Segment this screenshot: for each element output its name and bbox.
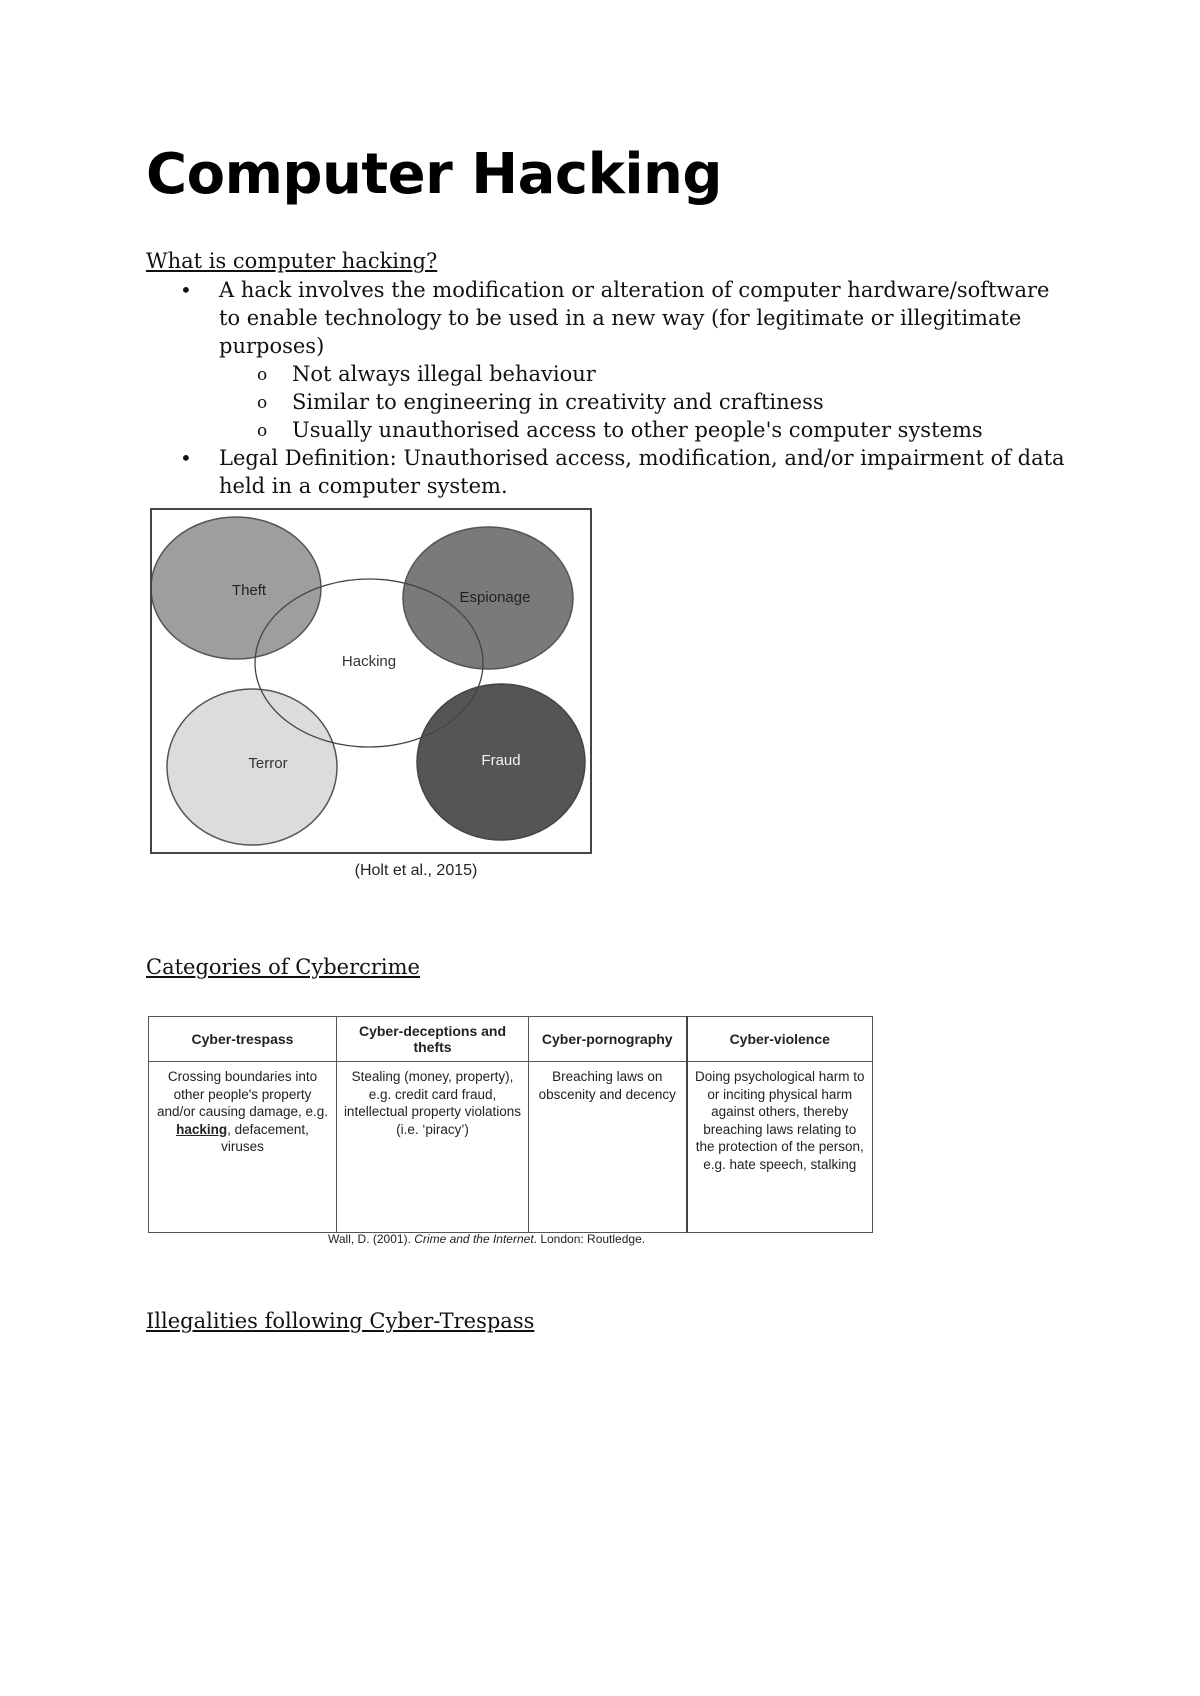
sub-list — [219, 360, 1066, 444]
theft-label: Theft — [231, 582, 267, 599]
table-header-cell: Cyber-trespass — [149, 1017, 337, 1062]
sub-list-item — [219, 360, 1066, 388]
venn-svg — [152, 510, 594, 856]
section-heading-what-is-hacking: What is computer hacking? — [146, 249, 438, 273]
caption-author: Wall, D. (2001). — [328, 1232, 415, 1246]
table-cell-violence: Doing psychological harm to or inciting physical harm against others, thereby breaching laws relating to the protection of the person, e.g. hate speech, stalking — [687, 1062, 873, 1233]
cybercrime-table — [148, 1016, 873, 1233]
caption-title: Crime and the Internet — [414, 1232, 534, 1246]
sub-list-item — [219, 416, 1066, 444]
venn-frame — [150, 508, 592, 854]
table-header-cell: Cyber-pornography — [529, 1017, 687, 1062]
venn-caption: (Holt et al., 2015) — [354, 862, 478, 879]
circle-bullet-icon: o — [257, 365, 268, 385]
circle-bullet-icon: o — [257, 421, 268, 441]
section-heading-categories: Categories of Cybercrime — [146, 955, 420, 979]
list-item — [146, 444, 1066, 500]
terror-label: Terror — [248, 755, 288, 772]
table-header-row — [149, 1017, 873, 1062]
hacking-label: Hacking — [341, 653, 397, 670]
cell-text: , defacement, viruses — [221, 1121, 309, 1154]
espionage-label: Espionage — [459, 589, 531, 606]
list-item — [146, 276, 1066, 444]
table-header-cell: Cyber-violence — [687, 1017, 873, 1062]
sub-list-item-text: Not always illegal behaviour — [292, 362, 596, 386]
sub-list-item-text: Usually unauthorised access to other people's computer systems — [292, 418, 983, 442]
definition-list — [146, 276, 1066, 500]
sub-list-item-text: Similar to engineering in creativity and craftiness — [292, 390, 824, 414]
cybercrime-table-figure — [148, 1016, 872, 1246]
table-caption — [148, 1232, 872, 1246]
bullet-icon: • — [180, 446, 192, 470]
sub-list-item — [219, 388, 1066, 416]
table-header-cell: Cyber-deceptions and thefts — [337, 1017, 529, 1062]
page-title: Computer Hacking — [146, 142, 722, 207]
list-item-text: A hack involves the modification or alteration of computer hardware/software to enable technology to be used in a new way (for legitimate or illegitimate purposes) — [219, 278, 1050, 358]
table-cell-trespass — [149, 1062, 337, 1233]
table-cell-deceptions: Stealing (money, property), e.g. credit card fraud, intellectual property violations (i.e. ‘piracy’) — [337, 1062, 529, 1233]
highlighted-term: hacking — [176, 1121, 228, 1137]
table-cell-pornography: Breaching laws on obscenity and decency — [529, 1062, 687, 1233]
section-heading-illegalities: Illegalities following Cyber-Trespass — [146, 1309, 535, 1333]
list-item-text: Legal Definition: Unauthorised access, modification, and/or impairment of data held in a computer system. — [219, 446, 1065, 498]
table-row — [149, 1062, 873, 1233]
circle-bullet-icon: o — [257, 393, 268, 413]
fraud-label: Fraud — [481, 752, 521, 769]
cell-text: Crossing boundaries into other people's property and/or causing damage, e.g. — [156, 1069, 329, 1119]
caption-publisher: . London: Routledge. — [533, 1232, 646, 1246]
bullet-icon: • — [180, 278, 192, 302]
